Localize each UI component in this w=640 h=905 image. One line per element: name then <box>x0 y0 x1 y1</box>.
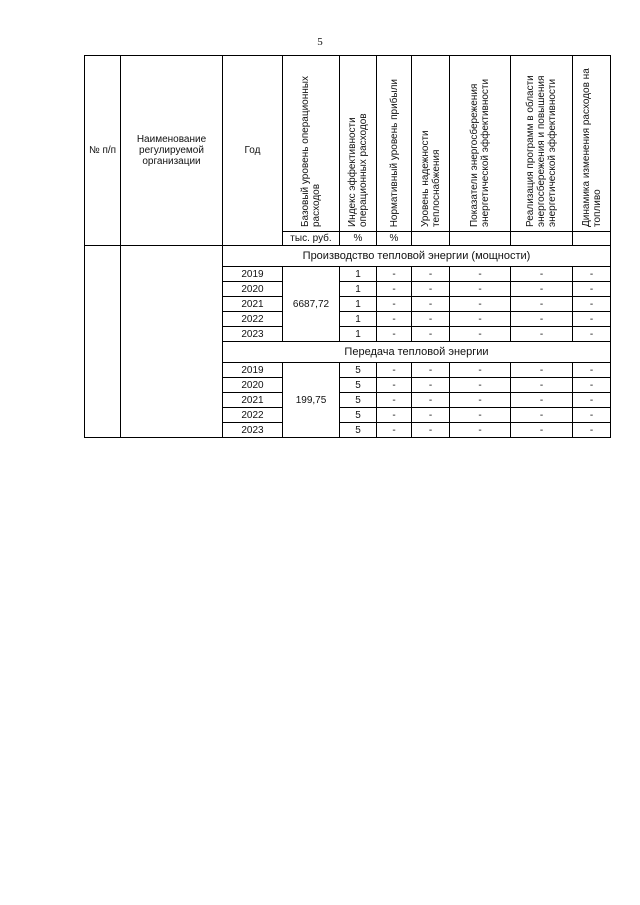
value-cell: - <box>511 378 573 393</box>
year-cell: 2023 <box>223 327 283 342</box>
year-cell: 2020 <box>223 282 283 297</box>
value-cell: - <box>412 378 450 393</box>
header-base-opex: Базовый уровень операционных расходов <box>283 56 340 232</box>
value-cell: - <box>511 267 573 282</box>
header-reliability: Уровень надежности теплоснабжения <box>412 56 450 232</box>
tariff-parameters-table <box>84 55 611 438</box>
org-cell <box>121 246 223 438</box>
value-cell: - <box>511 423 573 438</box>
value-cell: - <box>573 378 611 393</box>
year-cell: 2020 <box>223 378 283 393</box>
base-opex-cell: 6687,72 <box>283 267 340 342</box>
value-cell: - <box>412 297 450 312</box>
value-cell: - <box>511 408 573 423</box>
value-cell: - <box>511 363 573 378</box>
value-cell: - <box>511 327 573 342</box>
section-row <box>85 246 611 267</box>
value-cell: - <box>412 423 450 438</box>
header-programs: Реализация программ в области энергосбережения и повышения энергетической эффективности <box>511 56 573 232</box>
value-cell: - <box>377 423 412 438</box>
unit-empty <box>412 232 450 246</box>
efficiency-index-cell: 1 <box>340 267 377 282</box>
year-cell: 2021 <box>223 297 283 312</box>
value-cell: - <box>377 267 412 282</box>
value-cell: - <box>377 378 412 393</box>
page-number: 5 <box>317 36 323 48</box>
num-cell <box>85 246 121 438</box>
year-cell: 2019 <box>223 267 283 282</box>
efficiency-index-cell: 1 <box>340 297 377 312</box>
efficiency-index-cell: 5 <box>340 363 377 378</box>
value-cell: - <box>377 327 412 342</box>
value-cell: - <box>573 363 611 378</box>
year-cell: 2021 <box>223 393 283 408</box>
efficiency-index-cell: 5 <box>340 408 377 423</box>
value-cell: - <box>377 312 412 327</box>
year-cell: 2022 <box>223 408 283 423</box>
header-num: № п/п <box>85 56 121 246</box>
header-normative-profit: Нормативный уровень прибыли <box>377 56 412 232</box>
header-org: Наименование регулируемой организации <box>121 56 223 246</box>
value-cell: - <box>412 327 450 342</box>
value-cell: - <box>450 282 511 297</box>
value-cell: - <box>450 297 511 312</box>
value-cell: - <box>412 282 450 297</box>
value-cell: - <box>573 297 611 312</box>
year-cell: 2022 <box>223 312 283 327</box>
efficiency-index-cell: 1 <box>340 327 377 342</box>
value-cell: - <box>377 363 412 378</box>
value-cell: - <box>412 393 450 408</box>
value-cell: - <box>450 423 511 438</box>
unit-empty <box>573 232 611 246</box>
value-cell: - <box>450 393 511 408</box>
header-energy-saving: Показатели энергосбережения энергетической эффективности <box>450 56 511 232</box>
unit-empty <box>450 232 511 246</box>
value-cell: - <box>573 393 611 408</box>
header-efficiency-index: Индекс эффективности операционных расходов <box>340 56 377 232</box>
value-cell: - <box>412 267 450 282</box>
efficiency-index-cell: 1 <box>340 312 377 327</box>
value-cell: - <box>573 423 611 438</box>
value-cell: - <box>412 363 450 378</box>
value-cell: - <box>450 363 511 378</box>
year-cell: 2023 <box>223 423 283 438</box>
efficiency-index-cell: 5 <box>340 423 377 438</box>
value-cell: - <box>573 408 611 423</box>
value-cell: - <box>412 408 450 423</box>
value-cell: - <box>573 312 611 327</box>
section-title: Передача тепловой энергии <box>223 342 611 363</box>
value-cell: - <box>511 297 573 312</box>
unit-efficiency-index: % <box>340 232 377 246</box>
base-opex-cell: 199,75 <box>283 363 340 438</box>
value-cell: - <box>511 282 573 297</box>
value-cell: - <box>377 297 412 312</box>
section-title: Производство тепловой энергии (мощности) <box>223 246 611 267</box>
efficiency-index-cell: 5 <box>340 378 377 393</box>
value-cell: - <box>377 393 412 408</box>
header-row <box>85 56 611 232</box>
value-cell: - <box>573 282 611 297</box>
value-cell: - <box>450 327 511 342</box>
efficiency-index-cell: 5 <box>340 393 377 408</box>
value-cell: - <box>412 312 450 327</box>
value-cell: - <box>450 378 511 393</box>
value-cell: - <box>377 408 412 423</box>
header-year: Год <box>223 56 283 246</box>
year-cell: 2019 <box>223 363 283 378</box>
value-cell: - <box>450 408 511 423</box>
value-cell: - <box>377 282 412 297</box>
value-cell: - <box>450 312 511 327</box>
value-cell: - <box>573 327 611 342</box>
efficiency-index-cell: 1 <box>340 282 377 297</box>
value-cell: - <box>511 393 573 408</box>
unit-normative-profit: % <box>377 232 412 246</box>
header-fuel-dynamics: Динамика изменения расходов на топливо <box>573 56 611 232</box>
unit-empty <box>511 232 573 246</box>
value-cell: - <box>511 312 573 327</box>
value-cell: - <box>573 267 611 282</box>
table-body <box>85 246 611 438</box>
unit-base-opex: тыс. руб. <box>283 232 340 246</box>
value-cell: - <box>450 267 511 282</box>
